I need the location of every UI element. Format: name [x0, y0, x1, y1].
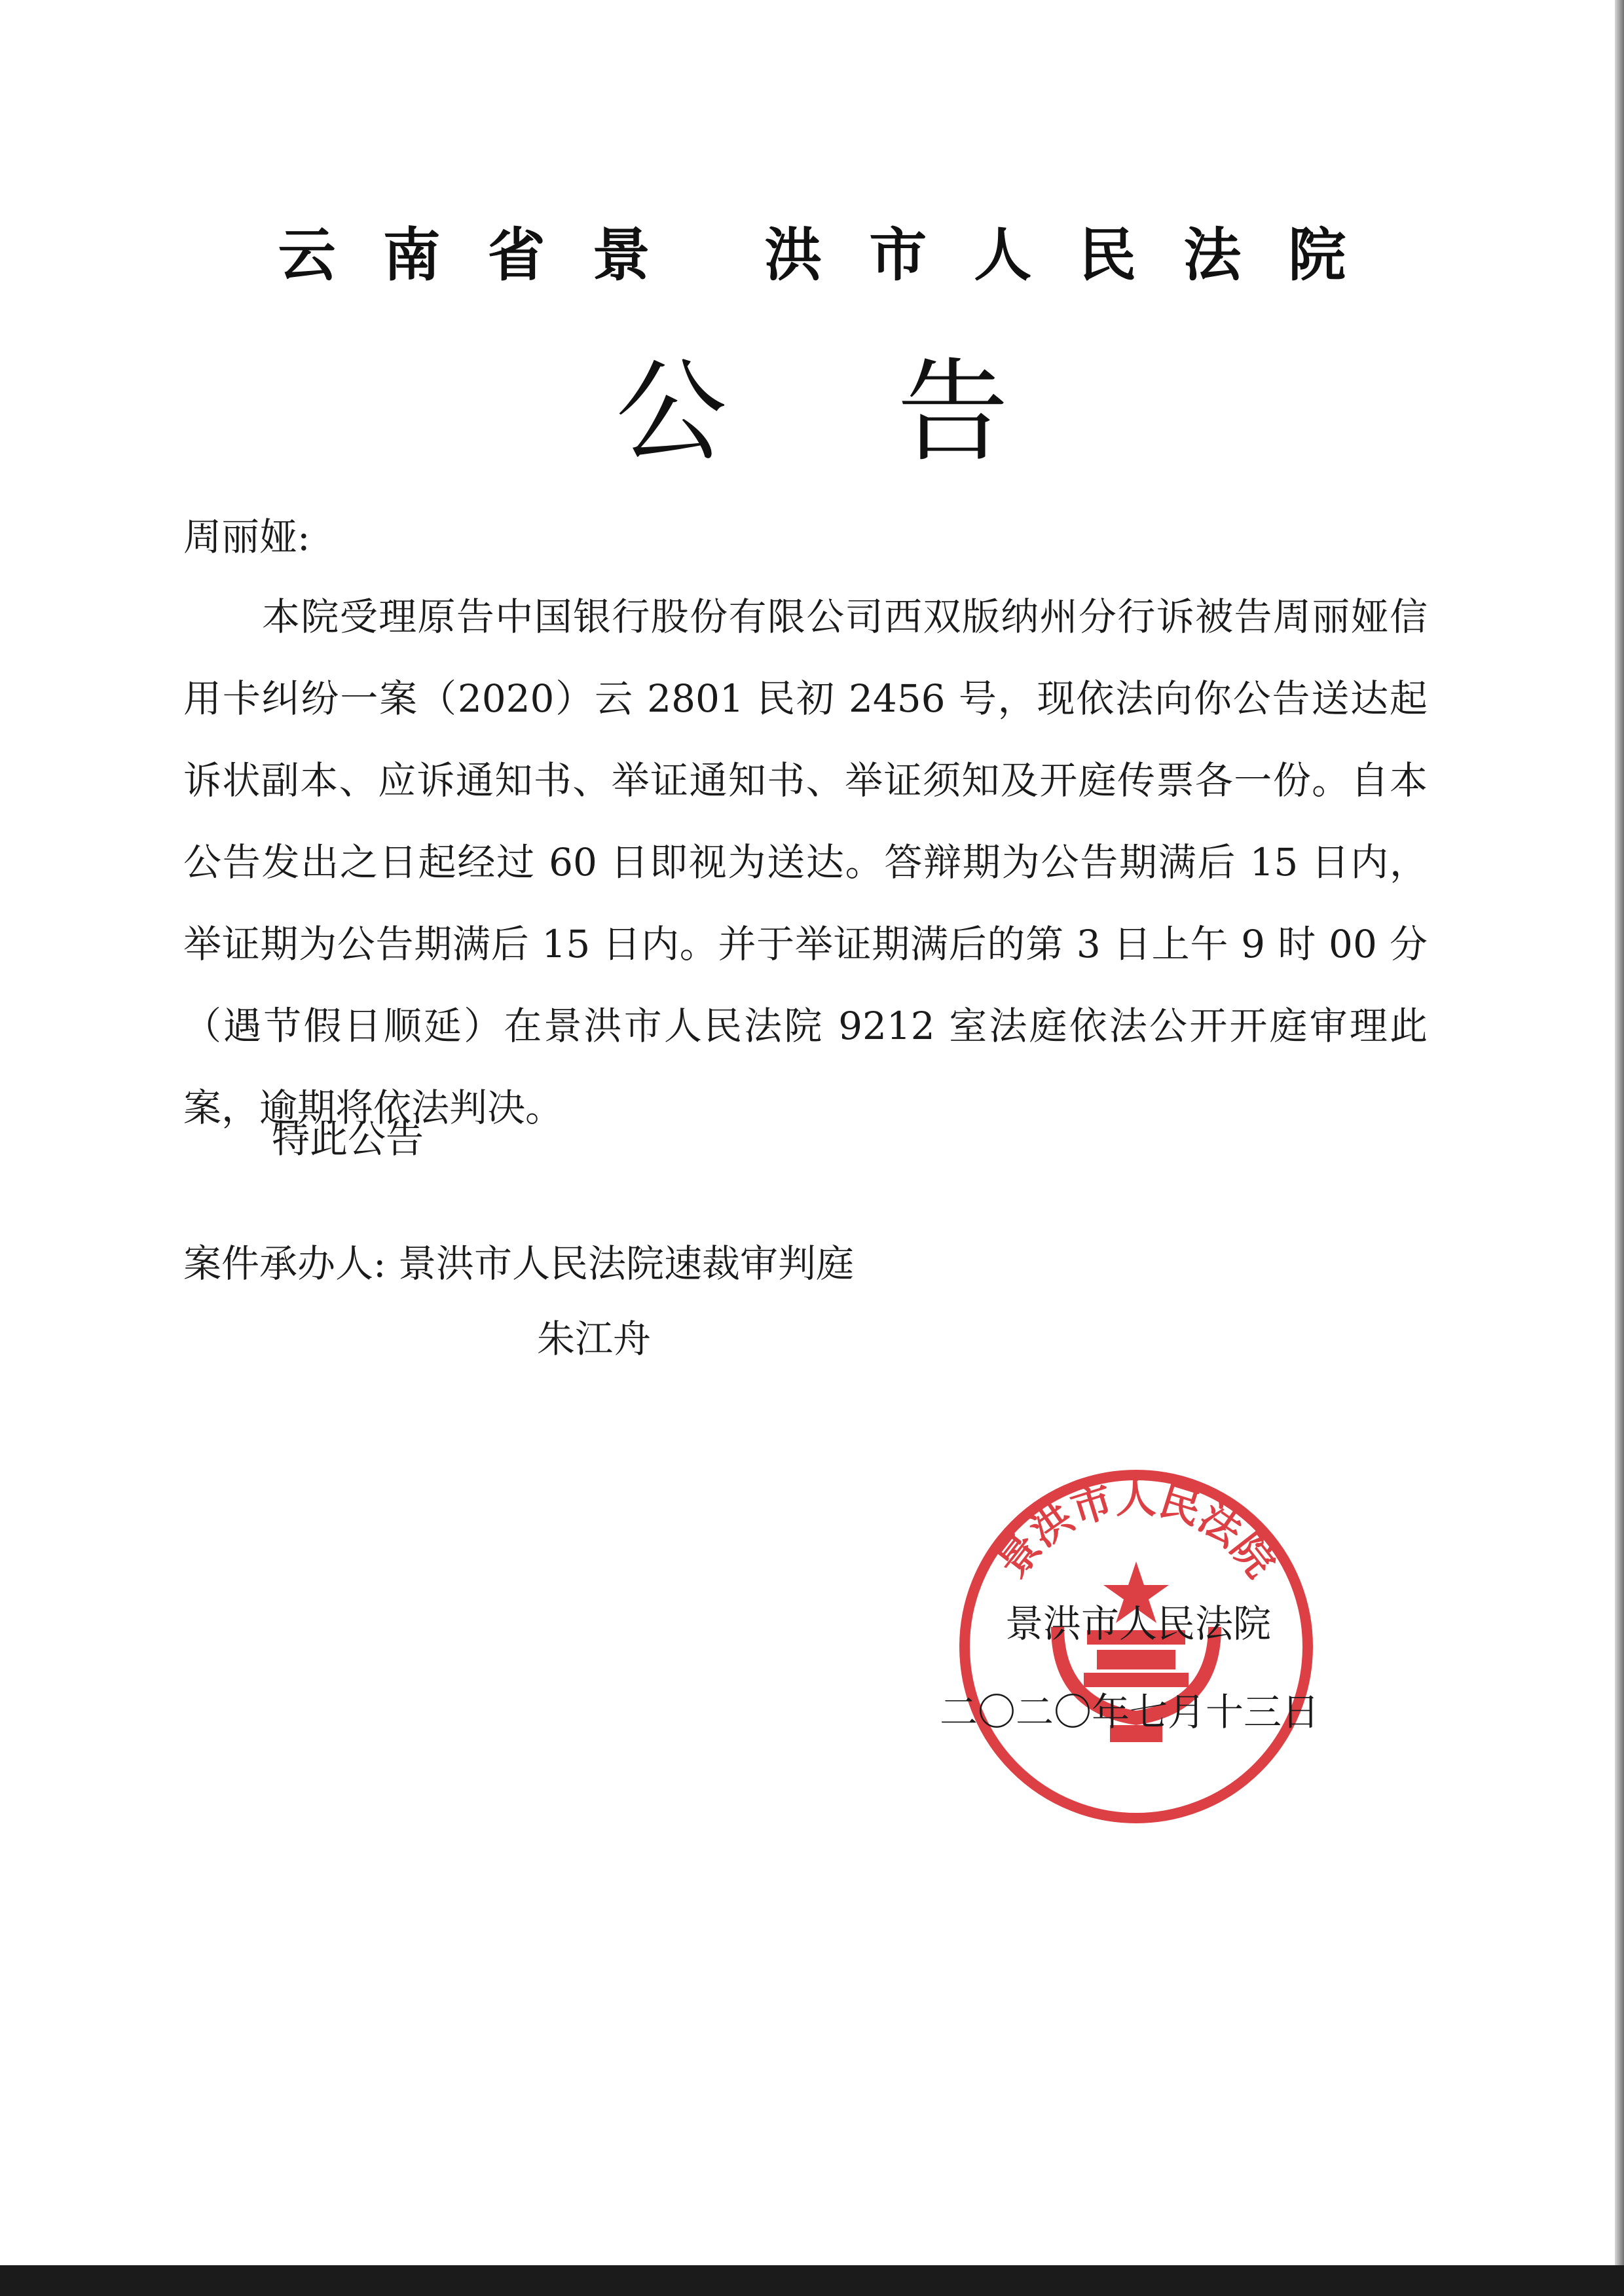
signature-date: 二〇二〇年七月十三日 [940, 1690, 1320, 1734]
court-name-header: 云南省景 洪市人民法院 [278, 221, 1393, 289]
document-title: 公告 [615, 348, 1179, 477]
notice-body: 本院受理原告中国银行股份有限公司西双版纳州分行诉被告周丽娅信用卡纠纷一案（2020）云 2801 民初 2456 号，现依法向你公告送达起诉状副本、应诉通知书、举证通知书、举证须知及开庭传票各一份。自本公告发出之日起经过 60 日即视为送达。答辩期为公告期满后 15 日内，举证期为公告期满后 15 日内。并于举证期满后的第 3 日上午 9 时 00 分（遇节假日顺延）在景洪市人民法院 9212 室法庭依法公开开庭审理此案，逾期将依法判决。 [183, 594, 1428, 1130]
addressee: 周丽娅: [183, 515, 310, 559]
seal-text: 景洪市人民法院 [987, 1474, 1285, 1586]
signature-court: 景洪市人民法院 [1005, 1601, 1272, 1646]
scan-edge-bottom [0, 2265, 1624, 2296]
case-handler-line: 案件承办人: 景洪市人民法院速裁审判庭 [183, 1241, 854, 1286]
case-handler-name: 朱江舟 [537, 1317, 652, 1361]
closing-phrase: 特此公告 [272, 1117, 424, 1161]
scan-edge-right [1615, 0, 1624, 2265]
